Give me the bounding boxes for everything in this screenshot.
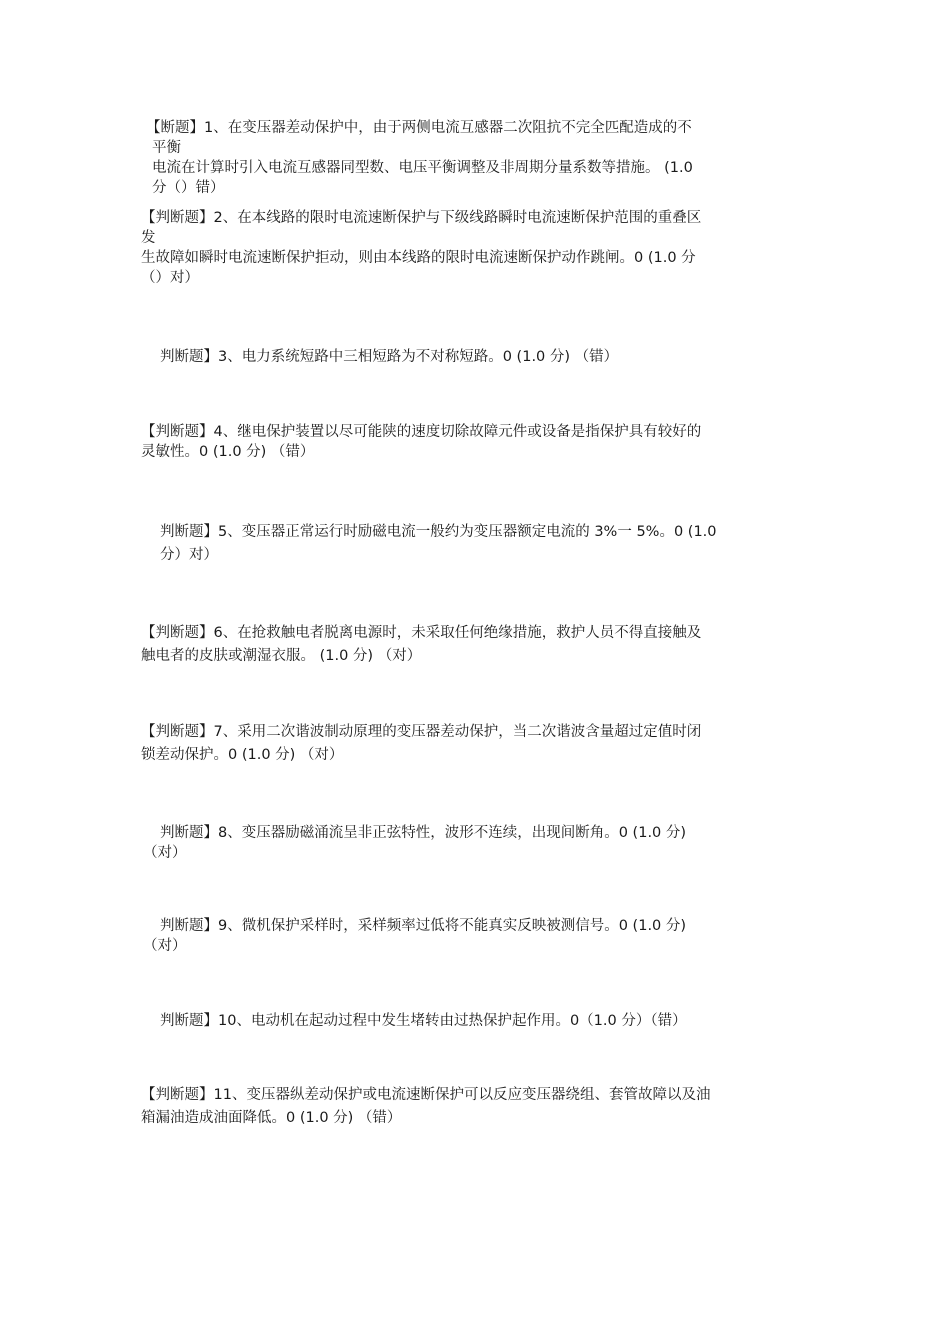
question-2 [141, 208, 701, 288]
question-6-line-2: 触电者的皮肤或潮湿衣服。 (1.0 分) （对） [141, 648, 422, 664]
question-2-line-2: 发 [141, 230, 156, 246]
question-1-line-3: 电流在计算时引入电流互感器同型数、电压平衡调整及非周期分量系数等措施。 (1.0 [152, 160, 693, 176]
question-11-line-2: 箱漏油造成油面降低。0 (1.0 分) （错） [141, 1110, 402, 1126]
question-9-line-2: （对） [143, 938, 187, 954]
question-2-line-1: 【判断题】2、在本线路的限时电流速断保护与下级线路瞬时电流速断保护范围的重叠区 [141, 210, 702, 226]
question-11-line-1: 【判断题】11、变压器纵差动保护或电流速断保护可以反应变压器绕组、套管故障以及油 [141, 1087, 711, 1103]
question-3-line-1: 判断题】3、电力系统短路中三相短路为不对称短路。0 (1.0 分) （错） [160, 349, 619, 365]
question-9-line-1: 判断题】9、微机保护采样时，采样频率过低将不能真实反映被测信号。0 (1.0 分) [160, 918, 687, 934]
question-11 [141, 1085, 710, 1128]
question-2-line-4: （）对） [141, 270, 199, 286]
question-4 [141, 422, 701, 462]
question-8 [143, 823, 687, 863]
question-5-line-1: 判断题】5、变压器正常运行时励磁电流一般约为变压器额定电流的 3%一 5%。0 (1.0 [160, 524, 717, 540]
question-1 [146, 118, 693, 198]
question-1-line-2: 平衡 [152, 140, 181, 156]
question-7 [141, 722, 701, 765]
question-2-line-3: 生故障如瞬时电流速断保护拒动，则由本线路的限时电流速断保护动作跳闸。0 (1.0 分 [141, 250, 696, 266]
question-1-line-4: 分（）错） [152, 180, 225, 196]
question-1-line-1: 【断题】1、在变压器差动保护中，由于两侧电流互感器二次阻抗不完全匹配造成的不 [146, 120, 692, 136]
question-9 [143, 916, 687, 956]
question-8-line-2: （对） [143, 845, 187, 861]
question-10-line-1: 判断题】10、电动机在起动过程中发生堵转由过热保护起作用。0（1.0 分）（错） [160, 1013, 687, 1029]
question-8-line-1: 判断题】8、变压器励磁涌流呈非正弦特性，波形不连续，出现间断角。0 (1.0 分) [160, 825, 687, 841]
question-7-line-2: 锁差动保护。0 (1.0 分) （对） [141, 747, 344, 763]
question-7-line-1: 【判断题】7、采用二次谐波制动原理的变压器差动保护，当二次谐波含量超过定值时闭 [141, 724, 702, 740]
question-5 [160, 522, 717, 565]
question-5-line-2: 分）对） [160, 547, 218, 563]
question-4-line-2: 灵敏性。0 (1.0 分) （错） [141, 444, 315, 460]
question-3 [160, 347, 618, 367]
question-10 [160, 1011, 687, 1031]
question-6-line-1: 【判断题】6、在抢救触电者脱离电源时，未采取任何绝缘措施，救护人员不得直接触及 [141, 625, 702, 641]
question-6 [141, 623, 701, 666]
question-4-line-1: 【判断题】4、继电保护装置以尽可能陕的速度切除故障元件或设备是指保护具有较好的 [141, 424, 702, 440]
